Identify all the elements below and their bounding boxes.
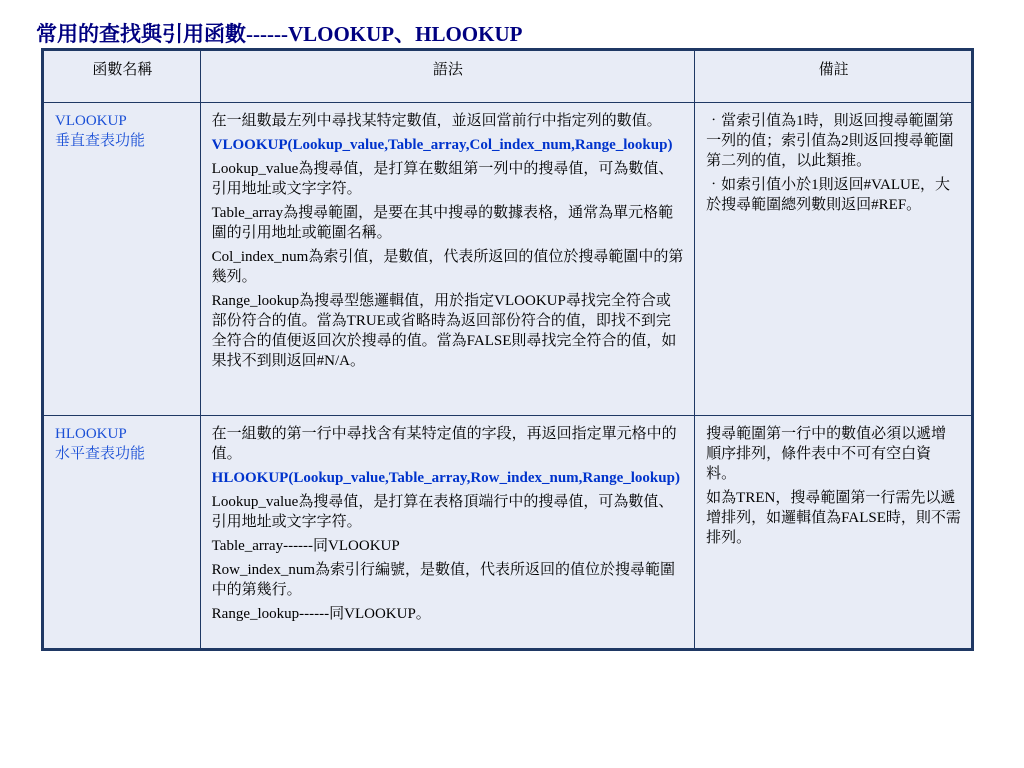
note-text: 如為TREN，搜尋範圍第一行需先以遞增排列，如邏輯值為FALSE時，則不需排列。	[706, 490, 961, 546]
notes-cell	[695, 416, 973, 650]
param-description: Range_lookup------同VLOOKUP。	[211, 606, 431, 622]
param-description: Range_lookup為搜尋型態邏輯值，用於指定VLOOKUP尋找完全符合或部份符合的值。當為TRUE或省略時為返回部份符合的值，即找不到完全符合的值便返回次於搜尋的值。當為FALSE則尋找完全符合的值，如果找不到則返回#N/A。	[211, 293, 677, 369]
function-table	[41, 48, 974, 651]
function-name-zh: 水平查表功能	[55, 446, 146, 462]
notes-cell	[695, 103, 973, 416]
function-name-cell	[43, 103, 201, 416]
header-notes: 備註	[695, 50, 973, 103]
function-name-cell	[43, 416, 201, 650]
param-description: Col_index_num為索引值，是數值，代表所返回的值位於搜尋範圍中的第幾列。	[211, 249, 684, 285]
function-description: 在一組數最左列中尋找某特定數值，並返回當前行中指定列的數值。	[211, 113, 662, 129]
param-description: Table_array------同VLOOKUP	[211, 538, 400, 554]
param-description: Lookup_value為搜尋值，是打算在數組第一列中的搜尋值，可為數值、引用地址或文字字符。	[211, 161, 674, 197]
syntax-cell	[200, 416, 694, 650]
function-syntax: HLOOKUP(Lookup_value,Table_array,Row_index_num,Range_lookup)	[211, 470, 680, 486]
header-function-name: 函數名稱	[43, 50, 201, 103]
table-row	[43, 416, 973, 650]
function-name-zh: 垂直查表功能	[55, 133, 146, 149]
syntax-cell	[200, 103, 694, 416]
note-text: ‧如索引值小於1則返回#VALUE，大於搜尋範圍總列數則返回#REF。	[706, 177, 951, 213]
table-row	[43, 103, 973, 416]
param-description: Table_array為搜尋範圍，是要在其中搜尋的數據表格，通常為單元格範圍的引用地址或範圍名稱。	[211, 205, 674, 241]
param-description: Lookup_value為搜尋值，是打算在表格頂端行中的搜尋值，可為數值、引用地址或文字字符。	[211, 494, 674, 530]
page-title: 常用的查找與引用函數------VLOOKUP、HLOOKUP	[36, 22, 523, 46]
function-description: 在一組數的第一行中尋找含有某特定值的字段，再返回指定單元格中的值。	[211, 426, 677, 462]
header-syntax: 語法	[200, 50, 694, 103]
function-name-en: VLOOKUP	[55, 113, 127, 129]
note-text: 搜尋範圍第一行中的數值必須以遞增順序排列，條件表中不可有空白資料。	[706, 426, 947, 482]
function-name-en: HLOOKUP	[55, 426, 127, 442]
param-description: Row_index_num為索引行編號，是數值，代表所返回的值位於搜尋範圍中的第幾行。	[211, 562, 676, 598]
function-syntax: VLOOKUP(Lookup_value,Table_array,Col_index_num,Range_lookup)	[211, 137, 673, 153]
note-text: ‧當索引值為1時，則返回搜尋範圍第一列的值；索引值為2則返回搜尋範圍第二列的值，以此類推。	[706, 113, 954, 169]
table-header-row	[43, 50, 973, 103]
